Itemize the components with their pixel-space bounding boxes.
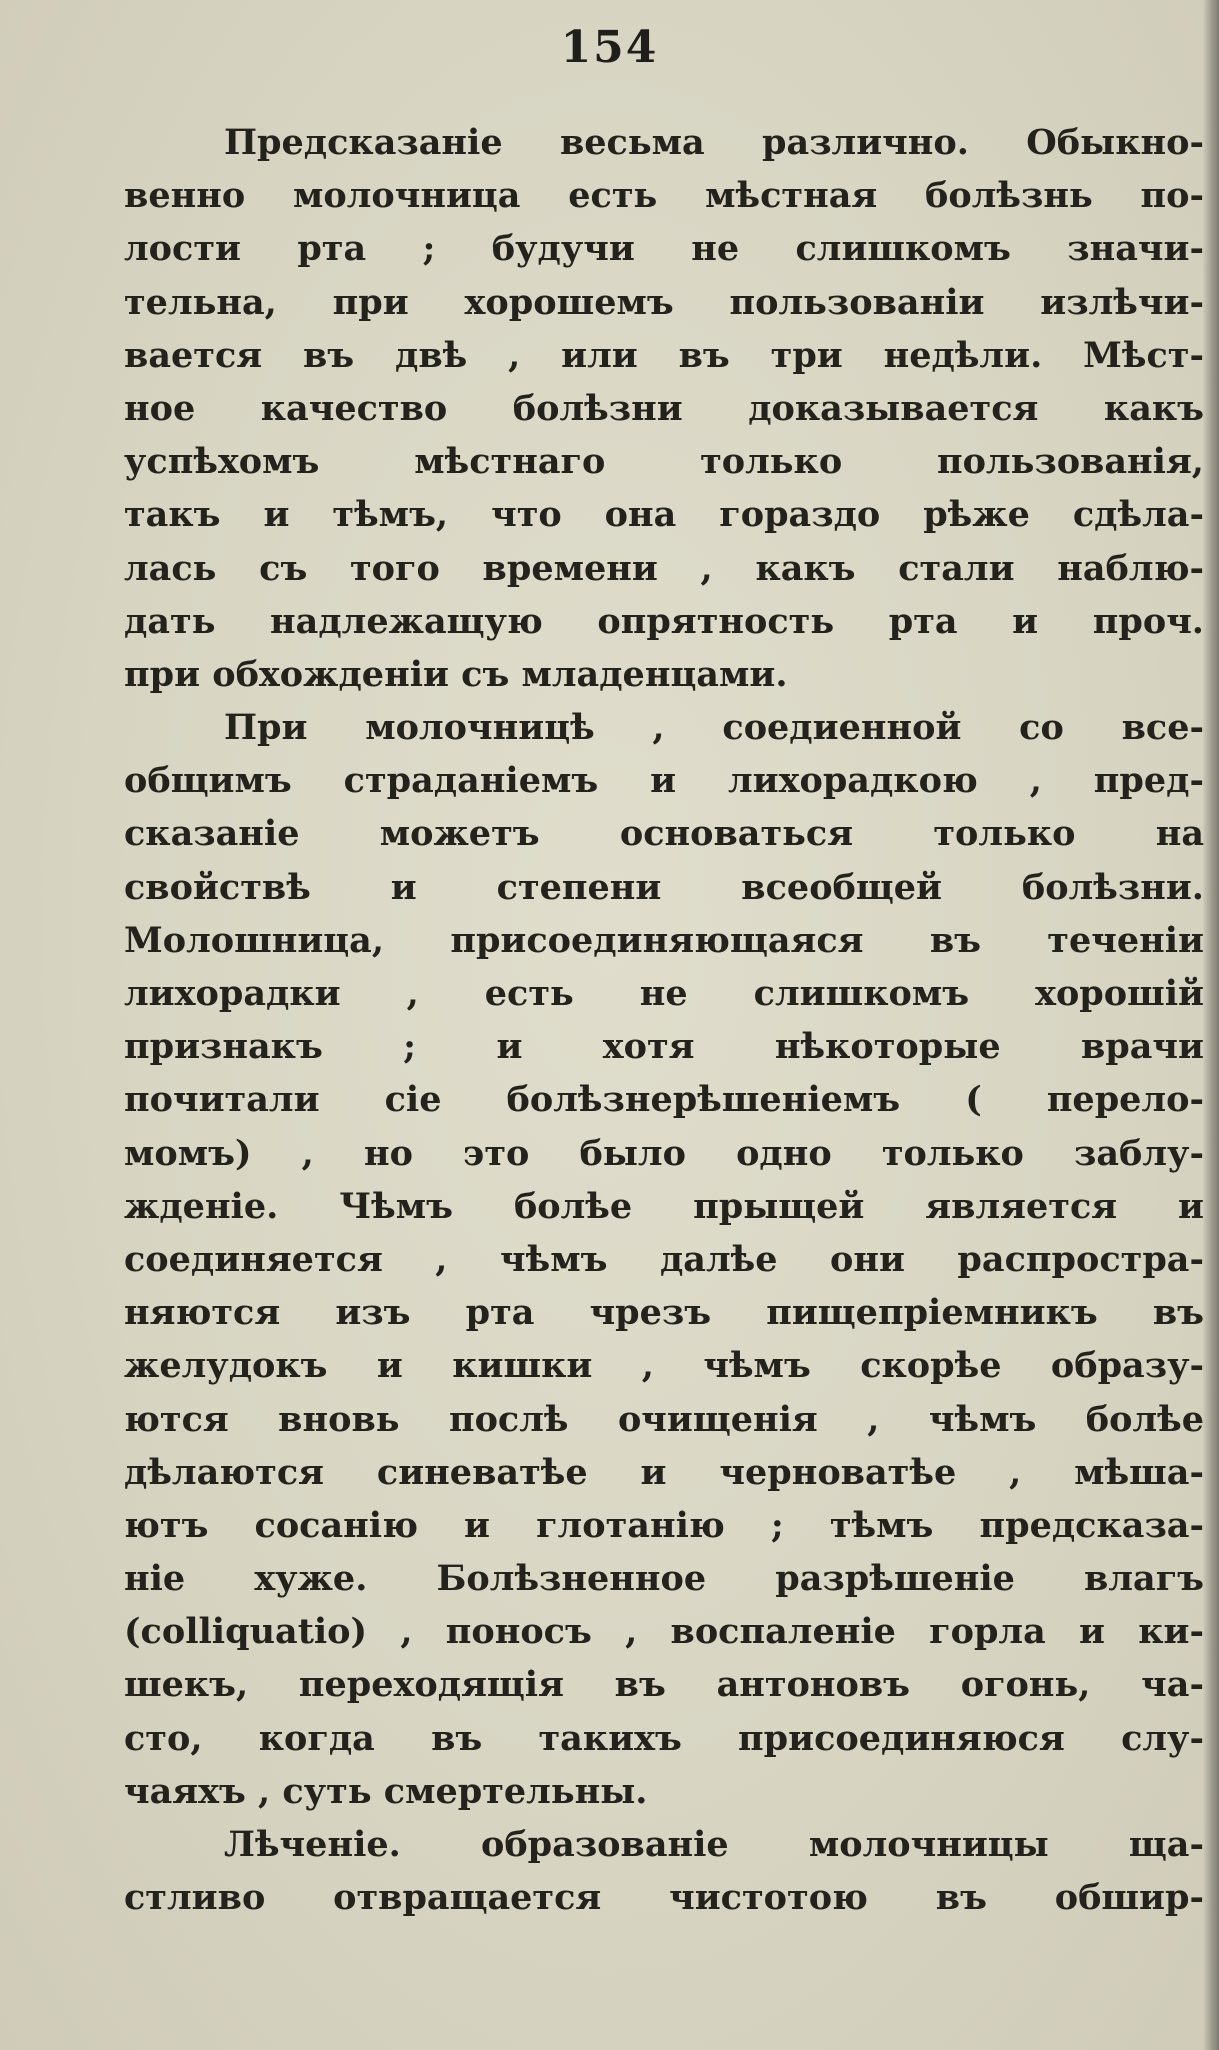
text-line: лась съ того времени , какъ стали наблю- — [124, 547, 1204, 589]
text-line: успѣхомъ мѣстнаго только пользованія, — [124, 441, 1204, 483]
text-line: такъ и тѣмъ, что она гораздо рѣже сдѣла- — [124, 494, 1204, 536]
page-number: 154 — [560, 22, 659, 73]
text-line: дѣлаются синеватѣе и черноватѣе , мѣша- — [124, 1451, 1204, 1493]
text-line: жденіе. Чѣмъ болѣе прыщей является и — [124, 1185, 1204, 1227]
paragraph-treatment — [124, 1818, 1204, 1924]
text-line: При молочницѣ , соедиенной со все- — [224, 707, 1204, 749]
text-line: ніе хуже. Болѣзненное разрѣшеніе влагъ — [124, 1558, 1204, 1600]
text-line: стливо отвращается чистотою въ обшир- — [124, 1877, 1204, 1919]
page-edge-shadow — [1203, 0, 1219, 2050]
text-line: ютъ сосанію и глотанію ; тѣмъ предсказа- — [124, 1504, 1204, 1546]
text-line: лихорадки , есть не слишкомъ хорошій — [124, 973, 1204, 1014]
text-line: при обхожденіи съ младенцами. — [124, 653, 788, 695]
text-line: почитали сіе болѣзнерѣшеніемъ ( перело- — [124, 1079, 1204, 1121]
text-line: Предсказаніе весьма различно. Обыкно- — [224, 122, 1204, 163]
text-line: свойствѣ и степени всеобщей болѣзни. — [124, 866, 1204, 908]
text-line: момъ) , но это было одно только заблу- — [124, 1132, 1204, 1174]
body-text — [124, 116, 1204, 1924]
paragraph-prognosis — [124, 116, 1204, 701]
text-line: ются вновь послѣ очищенія , чѣмъ болѣе — [124, 1398, 1204, 1440]
text-line: дать надлежащую опрятность рта и проч. — [124, 600, 1204, 642]
text-line: сто, когда въ такихъ присоединяюся слу- — [124, 1717, 1204, 1759]
text-line: вается въ двѣ , или въ три недѣли. Мѣст- — [124, 334, 1204, 376]
text-line: няются изъ рта чрезъ пищепріемникъ въ — [124, 1292, 1204, 1334]
text-line: Лѣченіе. образованіе молочницы ща- — [224, 1824, 1204, 1865]
text-line: венно молочница есть мѣстная болѣзнь по- — [124, 175, 1204, 217]
text-line: соединяется , чѣмъ далѣе они распростра- — [124, 1238, 1204, 1280]
text-line: желудокъ и кишки , чѣмъ скорѣе образу- — [124, 1345, 1204, 1387]
text-line: чаяхъ , суть смертельны. — [124, 1770, 648, 1812]
text-line: тельна, при хорошемъ пользованіи излѣчи- — [124, 281, 1204, 323]
text-line: шекъ, переходящія въ антоновъ огонь, ча- — [124, 1664, 1204, 1706]
text-line: (colliquatio) , поносъ , воспаленіе горла и ки- — [124, 1611, 1204, 1653]
text-line: лости рта ; будучи не слишкомъ значи- — [124, 228, 1204, 270]
text-line: сказаніе можетъ основаться только на — [124, 813, 1204, 855]
text-line: ное качество болѣзни доказывается какъ — [124, 387, 1204, 429]
text-line: общимъ страданіемъ и лихорадкою , пред- — [124, 760, 1204, 802]
paragraph-general-illness — [124, 701, 1204, 1818]
text-line: признакъ ; и хотя нѣкоторые врачи — [124, 1026, 1204, 1068]
text-line: Молошница, присоединяющаяся въ теченіи — [124, 919, 1204, 961]
